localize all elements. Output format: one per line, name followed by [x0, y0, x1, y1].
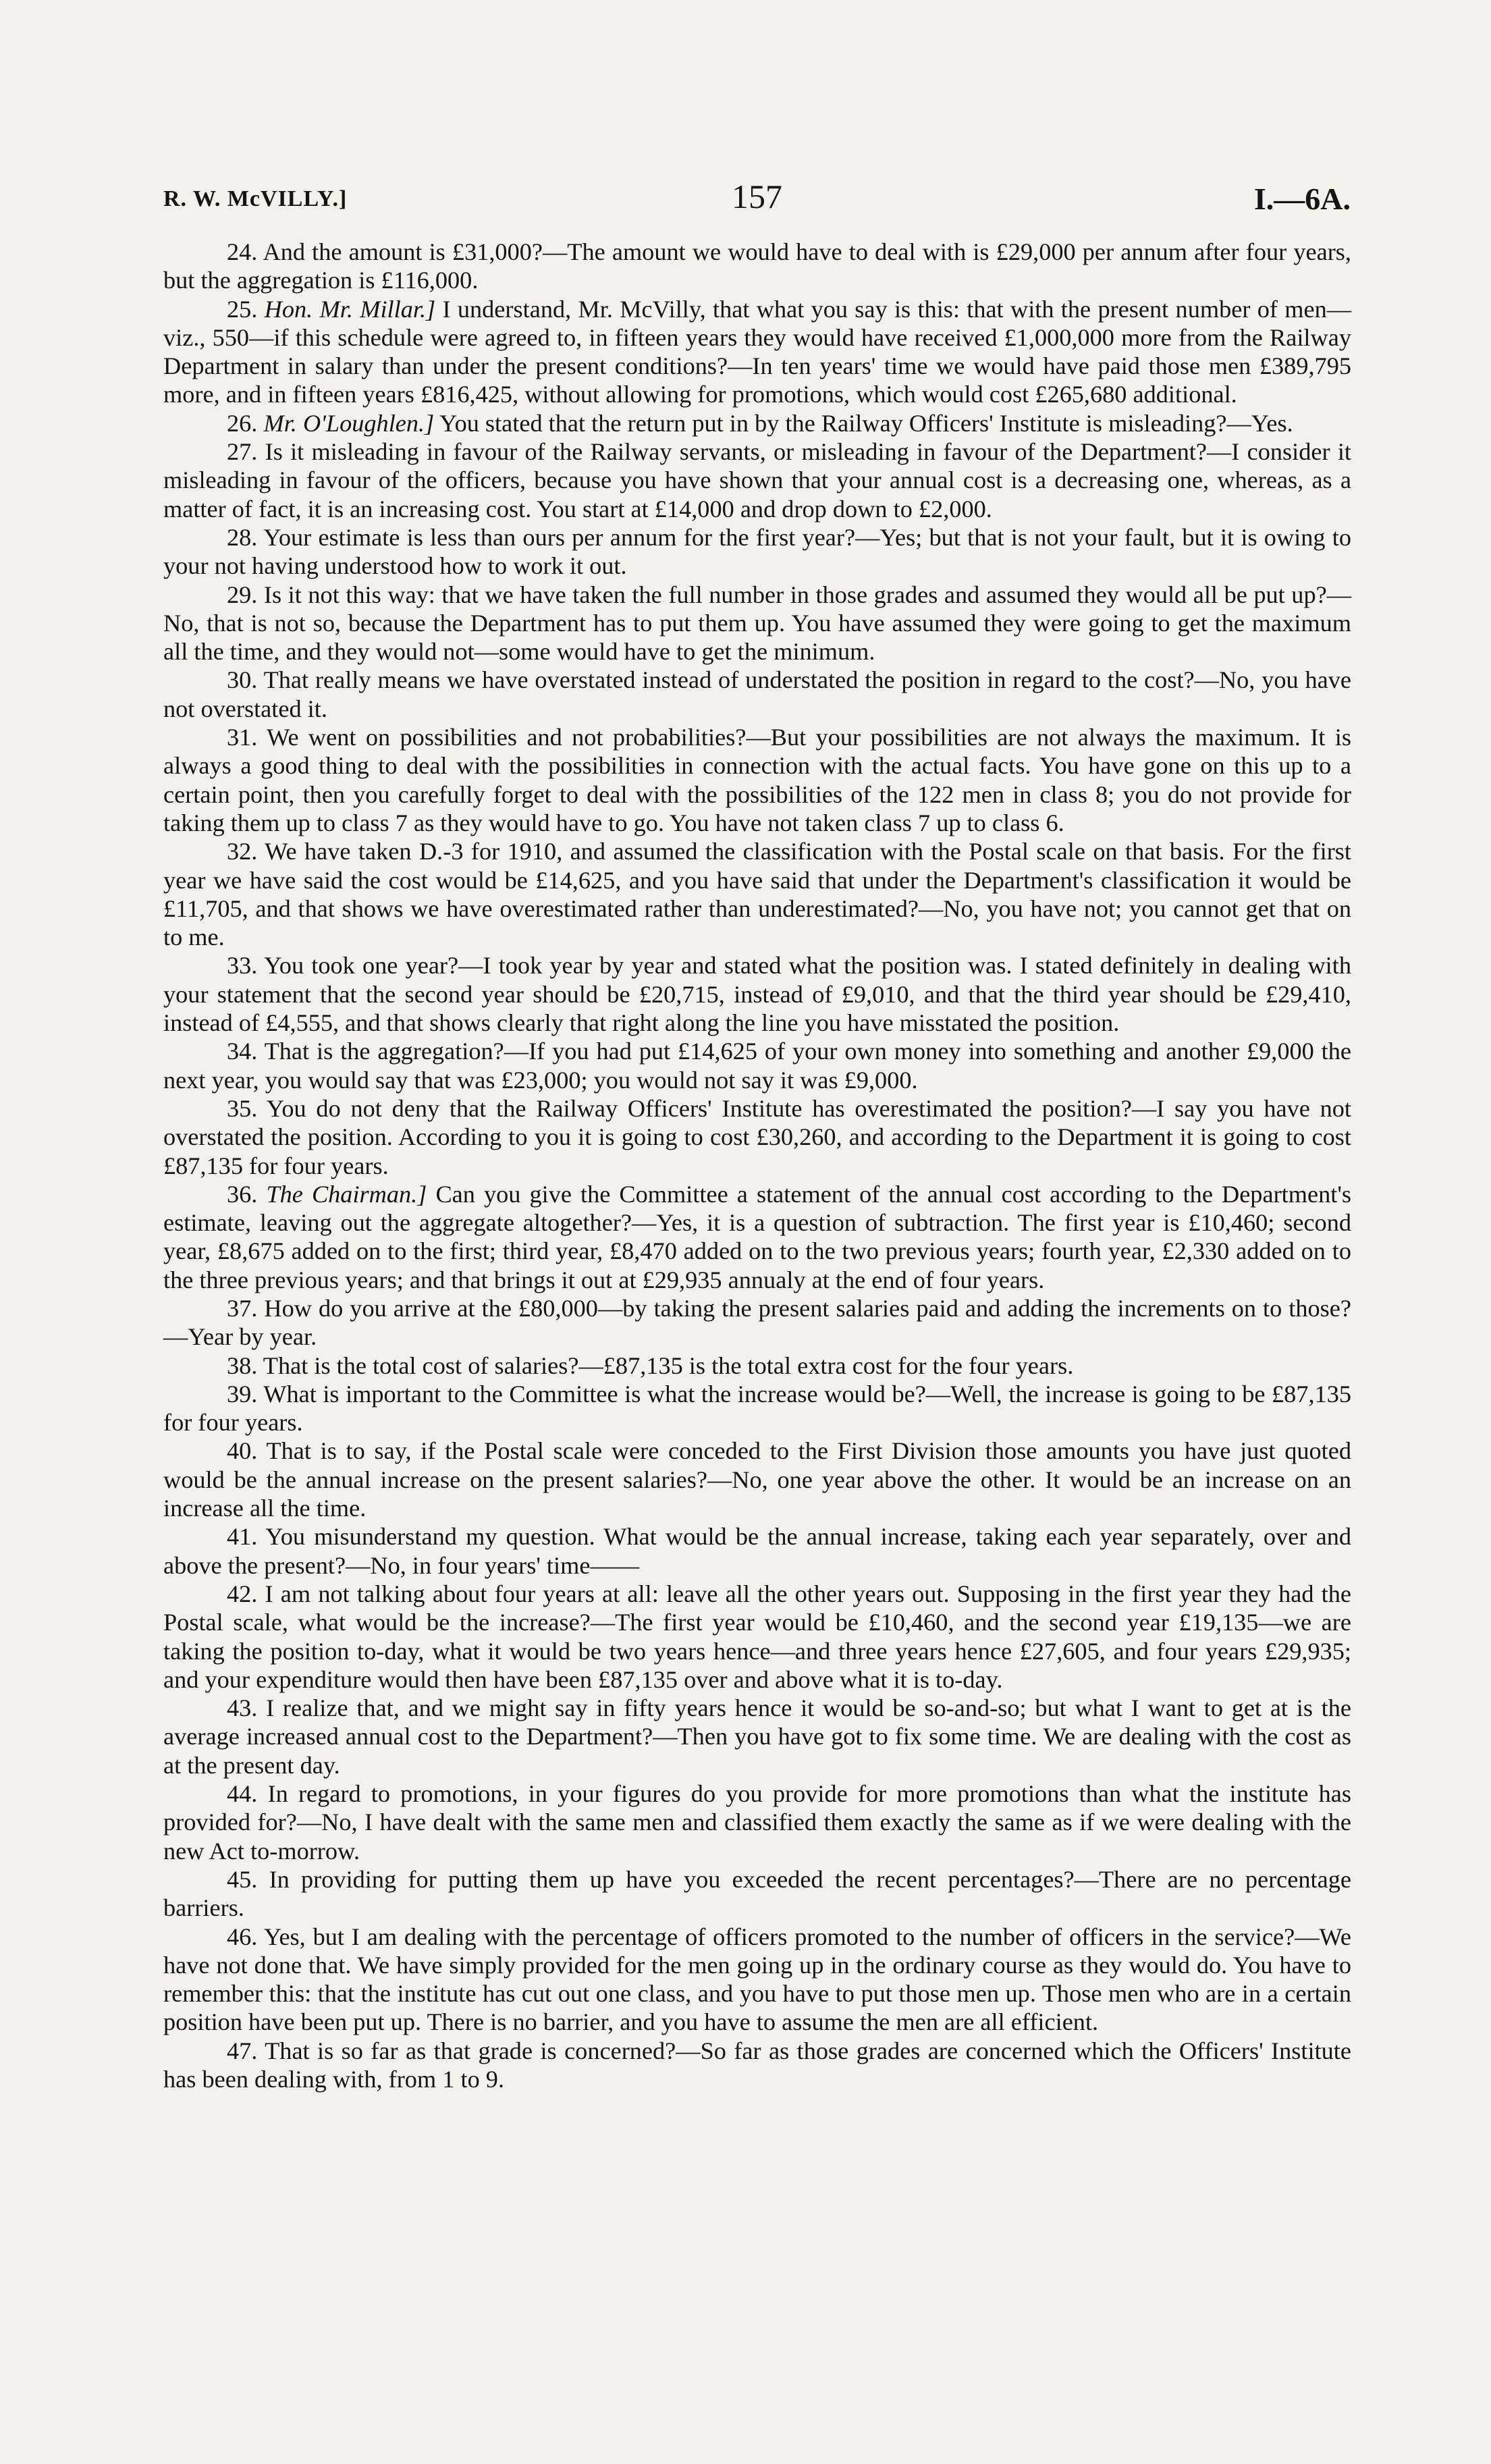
speaker-label: Mr. O'Loughlen.] — [263, 409, 435, 437]
question-number: 39. — [227, 1380, 258, 1408]
question-number: 37. — [227, 1294, 258, 1322]
speaker-label: The Chairman.] — [266, 1180, 427, 1208]
question-number: 47. — [227, 2037, 258, 2064]
question-answer-text: Yes, but I am dealing with the percentage of officers promoted to the number of officers in the service?—We have not done that. We have simply provided for the men going up in the ordinary course as they would do. You have to remember this: that the institute has cut out one class, and you have to put those men up. Those men who are in a certain position have been put up. There is no barrier, and you have to assume the men are all efficient. — [163, 1923, 1351, 2036]
question-paragraph — [163, 837, 1351, 951]
question-paragraph — [163, 1923, 1351, 2037]
question-paragraph — [163, 1865, 1351, 1923]
question-number: 27. — [227, 438, 258, 466]
question-number: 30. — [227, 666, 258, 694]
question-answer-text: You misunderstand my question. What would be the annual increase, taking each year separately, over and above the present?—No, in four years' time—— — [163, 1523, 1351, 1579]
question-paragraph — [163, 437, 1351, 523]
question-answer-text: We have taken D.-3 for 1910, and assumed the classification with the Postal scale on that basis. For the first year we have said the cost would be £14,625, and you have said that under the Department's classification it would be £11,705, and that shows we have overestimated rather than underestimated?—No, you have not; you cannot get that on to me. — [163, 838, 1351, 951]
question-number: 36. — [227, 1180, 258, 1208]
page-number: 157 — [732, 178, 782, 215]
question-answer-text: That is the aggregation?—If you had put £14,625 of your own money into something and another £9,000 the next year, you would say that was £23,000; you would not say it was £9,000. — [163, 1038, 1351, 1094]
header-paper-reference: I.—6A. — [1253, 182, 1351, 216]
question-paragraph — [163, 1694, 1351, 1779]
question-answer-text: That is the total cost of salaries?—£87,135 is the total extra cost for the four years. — [263, 1351, 1074, 1379]
question-number: 40. — [227, 1437, 258, 1465]
question-answer-text: Your estimate is less than ours per annum for the first year?—Yes; but that is not your fault, but it is owing to your not having understood how to work it out. — [163, 523, 1352, 580]
header-witness-name: R. W. McVILLY.] — [163, 186, 348, 211]
question-number: 31. — [227, 724, 258, 751]
question-answer-text: In regard to promotions, in your figures do you provide for more promotions than what the institute has provided for?—No, I have dealt with the same men and classified them exactly the same as if we were dealing with the new Act to-morrow. — [163, 1780, 1352, 1865]
question-number: 38. — [227, 1351, 258, 1379]
question-number: 46. — [227, 1923, 258, 1950]
question-paragraph — [163, 1094, 1351, 1180]
question-number: 42. — [227, 1580, 258, 1607]
question-number: 44. — [227, 1780, 258, 1808]
speaker-label: Hon. Mr. Millar.] — [264, 295, 436, 323]
question-answer-text: You took one year?—I took year by year and stated what the position was. I stated definitely in dealing with your statement that the second year should be £20,715, instead of £9,010, and that the third year should be £29,410, instead of £4,555, and that shows clearly that right along the line you have misstated the position. — [163, 952, 1351, 1037]
question-paragraph — [163, 1522, 1351, 1580]
question-paragraph — [163, 951, 1351, 1037]
question-number: 29. — [227, 581, 258, 608]
question-number: 33. — [227, 952, 258, 980]
question-number: 34. — [227, 1038, 258, 1065]
question-number: 41. — [227, 1523, 258, 1551]
question-paragraph — [163, 1380, 1351, 1437]
question-paragraph — [163, 1437, 1351, 1522]
document-body — [163, 238, 1351, 2093]
question-answer-text: I realize that, and we might say in fifty years hence it would be so-and-so; but what I want to get at is the average increased annual cost to the Department?—Then you have got to fix some time. We are dealing with the cost as at the present day. — [163, 1694, 1352, 1779]
question-answer-text: We went on possibilities and not probabilities?—But your possibilities are not always the maximum. It is always a good thing to deal with the possibilities in connection with the actual facts. You have gone on this up to a certain point, then you carefully forget to deal with the possibilities of the 122 men in class 8; you do not provide for taking them up to class 7 as they would have to go. You have not taken class 7 up to class 6. — [163, 724, 1351, 836]
question-answer-text: I understand, Mr. McVilly, that what you say is this: that with the present number of men—viz., 550—if this schedule were agreed to, in fifteen years they would have received £1,000,000 more from the Railway Department in salary than under the present conditions?—In ten years' time we would have paid those men £389,795 more, and in fifteen years £816,425, without allowing for promotions, which would cost £265,680 additional. — [163, 295, 1352, 408]
question-paragraph — [163, 2037, 1351, 2094]
question-paragraph — [163, 666, 1351, 723]
question-paragraph — [163, 581, 1351, 666]
question-paragraph — [163, 295, 1351, 409]
question-paragraph — [163, 409, 1351, 437]
question-answer-text: Can you give the Committee a statement of the annual cost according to the Department's estimate, leaving out the aggregate altogether?—Yes, it is a question of subtraction. The first year is £10,460; second year, £8,675 added on to the first; third year, £8,470 added on to the two previous years; fourth year, £2,330 added on to the three previous years; and that brings it out at £29,935 annualy at the end of four years. — [163, 1180, 1351, 1293]
question-paragraph — [163, 1294, 1351, 1351]
question-number: 25. — [227, 295, 258, 323]
question-answer-text: Is it not this way: that we have taken the full number in those grades and assumed they would all be put up?—No, that is not so, because the Department has to put them up. You have assumed they were going to get the maximum all the time, and they would not—some would have to get the minimum. — [163, 581, 1351, 666]
question-number: 45. — [227, 1865, 258, 1893]
question-answer-text: That is so far as that grade is concerned?—So far as those grades are concerned which the Officers' Institute has been dealing with, from 1 to 9. — [163, 2037, 1351, 2093]
question-answer-text: You stated that the return put in by the Railway Officers' Institute is misleading?—Yes. — [439, 409, 1293, 437]
page-header — [163, 177, 1351, 217]
question-number: 43. — [227, 1694, 258, 1722]
question-answer-text: I am not talking about four years at all: leave all the other years out. Supposing in the first year they had the Postal scale, what would be the increase?—The first year would be £10,460, and the second year £19,135—we are taking the position to-day, what it would be two years hence—and three years hence £27,605, and four years £29,935; and your expenditure would then have been £87,135 over and above what it is to-day. — [163, 1580, 1351, 1693]
question-answer-text: Is it misleading in favour of the Railway servants, or misleading in favour of the Department?—I consider it misleading in favour of the officers, because you have shown that your annual cost is a decreasing one, whereas, as a matter of fact, it is an increasing cost. You start at £14,000 and drop down to £2,000. — [163, 438, 1351, 523]
question-answer-text: That really means we have overstated instead of understated the position in regard to the cost?—No, you have not overstated it. — [163, 666, 1351, 722]
question-answer-text: How do you arrive at the £80,000—by taking the present salaries paid and adding the increments on to those?—Year by year. — [163, 1294, 1352, 1351]
question-paragraph — [163, 1037, 1351, 1094]
question-paragraph — [163, 1779, 1351, 1865]
question-number: 28. — [227, 523, 258, 551]
question-answer-text: What is important to the Committee is what the increase would be?—Well, the increase is going to be £87,135 for four years. — [163, 1380, 1351, 1437]
question-answer-text: That is to say, if the Postal scale were conceded to the First Division those amounts you have just quoted would be the annual increase on the present salaries?—No, one year above the other. It would be an increase on an increase all the time. — [163, 1437, 1352, 1522]
question-number: 32. — [227, 838, 258, 865]
question-paragraph — [163, 1580, 1351, 1694]
question-answer-text: You do not deny that the Railway Officers' Institute has overestimated the position?—I say you have not overstated the position. According to you it is going to cost £30,260, and according to the Department it is going to cost £87,135 for four years. — [163, 1094, 1352, 1179]
question-number: 26. — [227, 409, 258, 437]
question-answer-text: And the amount is £31,000?—The amount we would have to deal with is £29,000 per annum after four years, but the aggregation is £116,000. — [163, 238, 1351, 294]
question-paragraph — [163, 523, 1351, 581]
question-paragraph — [163, 1180, 1351, 1294]
question-number: 24. — [227, 238, 258, 265]
question-paragraph — [163, 238, 1351, 295]
question-number: 35. — [227, 1094, 258, 1122]
question-paragraph — [163, 1351, 1351, 1380]
question-paragraph — [163, 723, 1351, 837]
question-answer-text: In providing for putting them up have you exceeded the recent percentages?—There are no percentage barriers. — [163, 1865, 1351, 1922]
